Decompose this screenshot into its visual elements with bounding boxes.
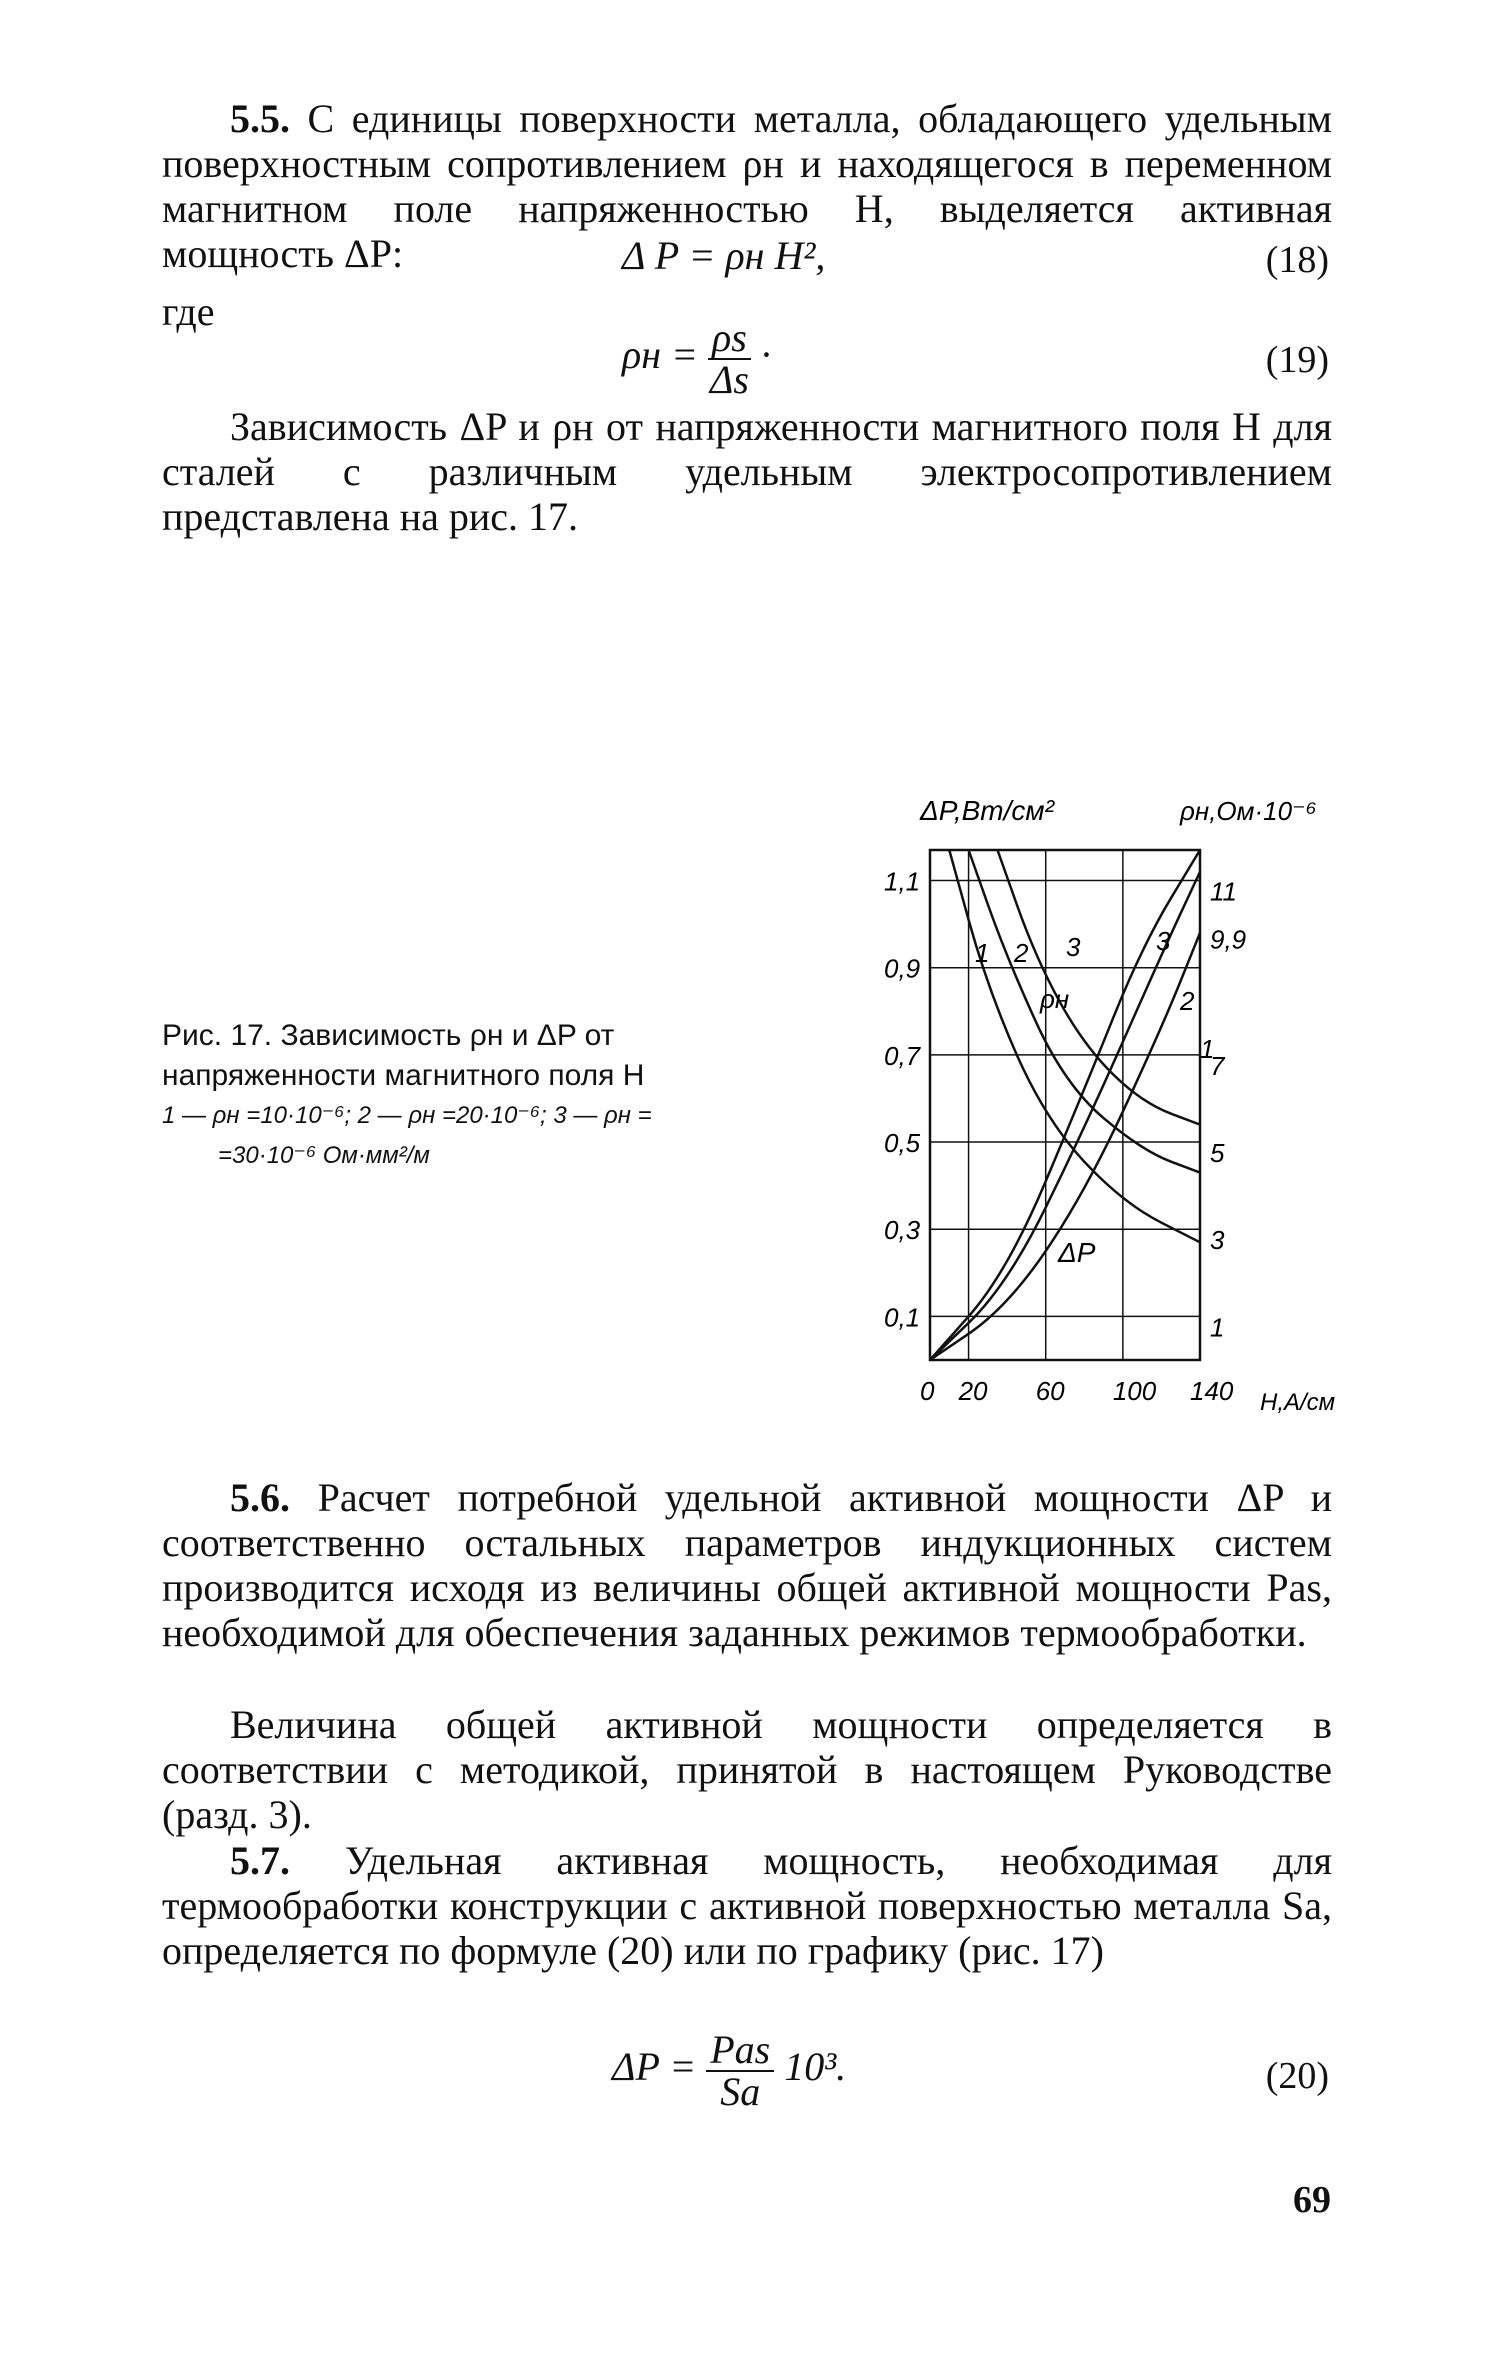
paragraph-dependence: Зависимость ΔP и ρн от напряженности магнитного поля H для сталей с различным удельным электросопротивлением представлена на рис. 17. <box>162 404 1332 539</box>
formula-19-fraction <box>708 315 751 402</box>
y-right-tick-label: 1 <box>1210 1312 1225 1343</box>
equation-number-20: (20) <box>1265 2055 1329 2097</box>
formula-19-lhs: ρн = <box>622 332 699 378</box>
dp-curve-label: ΔP <box>1058 1237 1096 1268</box>
formula-20 <box>612 2027 847 2114</box>
y-left-tick-label: 0,7 <box>884 1040 921 1071</box>
curve-label-2-right: 2 <box>1180 986 1195 1016</box>
series-line-rho-3 <box>998 850 1201 1125</box>
y-right-tick-label: 5 <box>1210 1138 1225 1169</box>
formula-19-numerator: ρs <box>708 318 751 360</box>
y-right-tick-label: 9,9 <box>1210 924 1247 955</box>
paragraph-total-power: Величина общей активной мощности определяется в соответствии с методикой, принятой в настоящем Руководстве (разд. 3). <box>162 1702 1332 1837</box>
y-right-tick-label: 11 <box>1210 876 1237 907</box>
caption-line-1: Рис. 17. Зависимость ρн и ΔP от напряженности магнитного поля H <box>162 1019 645 1092</box>
caption-line-3: =30·10⁻⁶ Ом·мм²/м <box>218 1142 430 1169</box>
paragraph-5-7 <box>162 1838 1332 1973</box>
curve-label-3-right: 3 <box>1156 926 1171 956</box>
section-number: 5.7. <box>230 1838 290 1883</box>
y-left-tick-label: 1,1 <box>884 866 921 897</box>
formula-20-lhs: ΔP = <box>612 2044 697 2090</box>
curve-label-1-right: 1 <box>1200 1034 1215 1064</box>
paragraph-text: Расчет потребной удельной активной мощности ΔP и соответственно остальных параметров индукционных систем производится исходя из величины общей активной мощности Pas, необходимой для обеспечения заданных режимов термообработки. <box>162 1475 1332 1655</box>
y-right-tick-label: 3 <box>1210 1225 1225 1256</box>
formula-20-numerator: Pas <box>706 2030 774 2072</box>
y-right-tick-label: 7 <box>1210 1050 1225 1081</box>
figure-17-chart <box>860 790 1340 1430</box>
y-left-tick-label: 0,1 <box>884 1302 921 1333</box>
section-number: 5.6. <box>230 1475 290 1520</box>
formula-18 <box>622 232 825 279</box>
x-tick-label: 60 <box>1035 1376 1065 1406</box>
where-label: где <box>162 289 215 334</box>
x-tick-label: 20 <box>958 1376 988 1406</box>
y-left-axis-title: ΔP,Вт/см² <box>920 795 1054 826</box>
y-left-tick-label: 0,3 <box>884 1215 921 1246</box>
paragraph-text: Удельная активная мощность, необходимая для термообработки конструкции с активной поверхностью металла Sa, определяется по формуле (20) или по графику (рис. 17) <box>162 1838 1332 1973</box>
y-right-axis-title: ρн,Ом·10⁻⁶ <box>1180 796 1317 826</box>
formula-19-denominator: Δs <box>709 357 749 402</box>
series-line-rho-1 <box>949 850 1200 1242</box>
formula-20-denominator: Sa <box>720 2069 761 2114</box>
paragraph-5-6 <box>162 1475 1332 1655</box>
formula-20-rhs: 10³. <box>784 2044 847 2090</box>
y-left-tick-label: 0,9 <box>884 953 921 984</box>
formula-18-expression: Δ P = ρн H², <box>622 233 826 278</box>
section-number: 5.5. <box>230 96 290 141</box>
curve-label-1-left: 1 <box>975 938 990 968</box>
curve-label-2-left: 2 <box>1014 938 1029 968</box>
figure-caption <box>162 1016 822 1176</box>
equation-number-18: (18) <box>1265 239 1329 281</box>
equation-number-19: (19) <box>1265 339 1329 381</box>
formula-20-fraction <box>706 2027 774 2114</box>
x-tick-label: 140 <box>1190 1376 1234 1406</box>
x-axis-title: H,А/см <box>1260 1389 1336 1416</box>
x-tick-label: 0 <box>920 1376 935 1406</box>
x-tick-label: 100 <box>1112 1376 1157 1406</box>
curve-label-3-left: 3 <box>1066 932 1081 962</box>
paragraph-text: С единицы поверхности металла, обладающего удельным поверхностным сопротивлением ρн и находящегося в переменном магнитном поле напряженностью H, выделяется активная мощность ΔP: <box>162 96 1332 276</box>
formula-19 <box>622 315 771 402</box>
page-number: 69 <box>1293 2179 1331 2221</box>
y-left-tick-label: 0,5 <box>884 1128 921 1159</box>
rho-curve-label: ρн <box>1040 984 1070 1014</box>
formula-19-end: · <box>760 332 771 378</box>
caption-line-2: 1 — ρн =10·10⁻⁶; 2 — ρн =20·10⁻⁶; 3 — ρн = <box>162 1102 652 1129</box>
